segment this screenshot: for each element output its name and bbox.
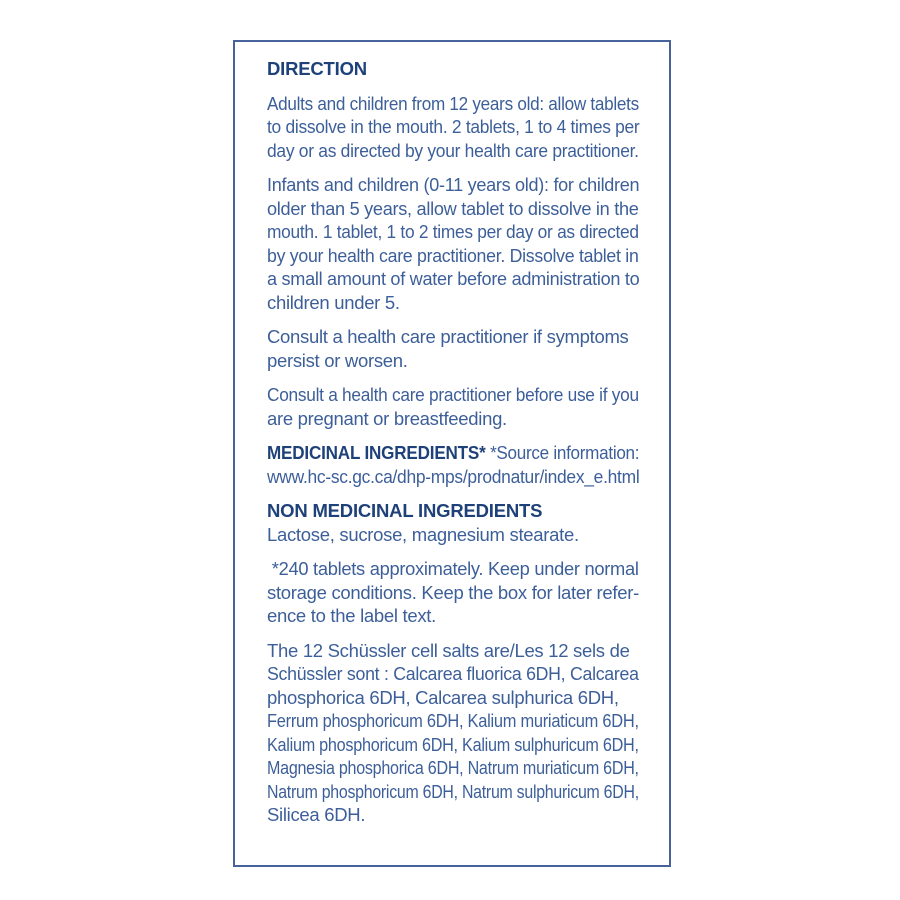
- consult-symptoms-line: Consult a health care practitioner if symptoms: [267, 326, 629, 347]
- non-medicinal-ingredients: [267, 499, 639, 546]
- adults-directions: [267, 92, 639, 163]
- infants-directions-line: children under 5.: [267, 291, 400, 313]
- cell-salts-list: [267, 639, 639, 827]
- medicinal-ingredients-line: www.hc-sc.gc.ca/dhp-mps/prodnatur/index_e.html: [267, 465, 640, 487]
- label-text-sections: [267, 57, 639, 827]
- consult-pregnancy: [267, 383, 639, 430]
- infants-directions-line: a small amount of water before administration to: [267, 268, 640, 289]
- tablets-storage-note-line: storage conditions. Keep the box for later refer-: [267, 581, 639, 603]
- infants-directions-line: older than 5 years, allow tablet to dissolve in the: [267, 197, 639, 219]
- non-medicinal-ingredients-line: NON MEDICINAL INGREDIENTS: [267, 500, 543, 521]
- cell-salts-list-line: phosphorica 6DH, Calcarea sulphurica 6DH,: [267, 686, 619, 708]
- tablets-storage-note-line: *240 tablets approximately. Keep under normal: [267, 558, 639, 579]
- consult-pregnancy-line: are pregnant or breastfeeding.: [267, 407, 507, 429]
- consult-symptoms-line: persist or worsen.: [267, 349, 408, 371]
- direction-heading-line: DIRECTION: [267, 58, 367, 79]
- cell-salts-list-line: Natrum phosphoricum 6DH, Natrum sulphuricum 6DH,: [267, 780, 639, 802]
- tablets-storage-note: [267, 557, 639, 628]
- adults-directions-line: day or as directed by your health care practitioner.: [267, 139, 639, 161]
- cell-salts-list-line: The 12 Schüssler cell salts are/Les 12 sels de: [267, 639, 630, 661]
- medicinal-ingredients: [267, 441, 639, 488]
- infants-directions: [267, 173, 639, 314]
- cell-salts-list-line: Ferrum phosphoricum 6DH, Kalium muriaticum 6DH,: [267, 710, 639, 731]
- non-medicinal-ingredients-line: Lactose, sucrose, magnesium stearate.: [267, 523, 579, 545]
- cell-salts-list-line: Schüssler sont : Calcarea fluorica 6DH, Calcarea: [267, 663, 639, 684]
- direction-heading: [267, 57, 639, 81]
- consult-pregnancy-line: Consult a health care practitioner before use if you: [267, 384, 639, 405]
- tablets-storage-note-line: ence to the label text.: [267, 605, 436, 626]
- cell-salts-list-line: Silicea 6DH.: [267, 804, 366, 825]
- infants-directions-line: by your health care practitioner. Dissolve tablet in: [267, 244, 639, 266]
- adults-directions-line: to dissolve in the mouth. 2 tablets, 1 to 4 times per: [267, 116, 640, 137]
- cell-salts-list-line: Kalium phosphoricum 6DH, Kalium sulphuricum 6DH,: [267, 733, 639, 755]
- cell-salts-list-line: Magnesia phosphorica 6DH, Natrum muriaticum 6DH,: [267, 757, 639, 778]
- adults-directions-line: Adults and children from 12 years old: allow tablets: [267, 92, 639, 114]
- infants-directions-line: Infants and children (0-11 years old): for children: [267, 174, 640, 195]
- label-panel: [233, 40, 671, 867]
- consult-symptoms: [267, 325, 639, 372]
- infants-directions-line: mouth. 1 tablet, 1 to 2 times per day or as directed: [267, 221, 639, 242]
- medicinal-ingredients-line: MEDICINAL INGREDIENTS* *Source information:: [267, 442, 640, 463]
